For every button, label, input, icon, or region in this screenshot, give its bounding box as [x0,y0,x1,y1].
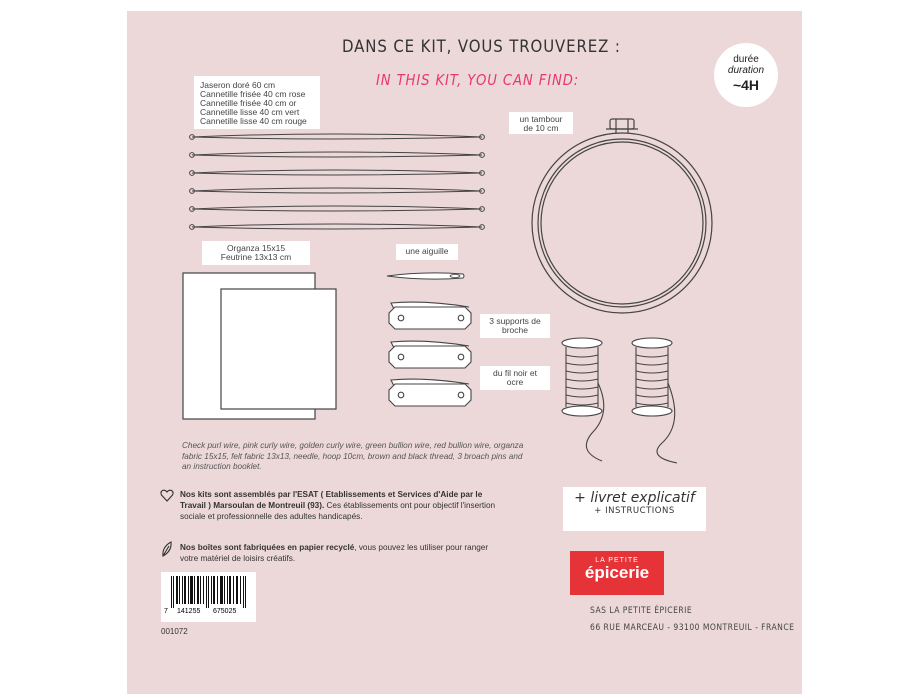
livret-line1: + livret explicatif [574,490,695,506]
fabric-line: Feutrine 13x13 cm [220,252,292,262]
boxes-info [180,542,500,564]
duration-badge [714,43,778,107]
esat-info-rest: Ces établissements ont pour objectif l'insertion sociale et professionnelle des adultes handicapés. [180,501,496,521]
barcode [161,572,256,622]
wire-line: Jaseron doré 60 cm [200,80,276,90]
fabric-line: Organza 15x15 [226,243,286,253]
thread-spools-illustration [552,333,692,468]
wire-line: Cannetille lisse 40 cm vert [200,107,300,117]
company-address: 66 RUE MARCEAU - 93100 MONTREUIL - FRANCE [590,623,795,633]
brand-logo [570,551,664,595]
brooch-illustration [385,301,480,411]
needle-label: une aiguille [396,244,458,260]
product-code: 001072 [161,627,188,636]
brand-main: épicerie [584,563,650,582]
barcode-bars [167,576,251,608]
kit-description: Check purl wire, pink curly wire, golden curly wire, green bullion wire, red bullion wire, organza fabric 15x15, felt fabric 13x13, needle, hoop 10cm, brown and black thread, 3 broach pins and an instruction booklet. [182,441,524,471]
instructions-badge [563,487,706,531]
title-english: IN THIS KIT, YOU CAN FIND: [376,71,580,89]
kit-back-panel [127,11,802,694]
wires-illustration [182,129,492,239]
wire-line: Cannetille lisse 40 cm rouge [200,116,307,126]
duration-label-en: duration [727,65,765,76]
livret-line2: + INSTRUCTIONS [594,506,675,516]
heart-icon [160,489,174,502]
fabric-label [202,241,310,265]
leaf-icon [161,541,173,557]
boxes-info-bold: Nos boîtes sont fabriquées en papier recyclé [180,543,355,552]
duration-value: ~4H [732,77,760,93]
wires-label [194,76,320,129]
title-french: DANS CE KIT, VOUS TROUVEREZ : [342,37,621,57]
barcode-digits-right: 675025 [213,608,237,615]
brooch-label: 3 supports de broche [480,314,550,338]
duration-label-fr: durée [733,54,759,65]
wire-line: Cannetille frisée 40 cm or [200,98,297,108]
needle-illustration [385,266,467,286]
barcode-digit-prefix: 7 [164,608,168,615]
wire-line: Cannetille frisée 40 cm rose [200,89,306,99]
barcode-digits-left: 141255 [177,608,201,615]
fabric-illustration [179,269,344,429]
esat-info [180,489,500,522]
esat-info-bold: Nos kits sont assemblés par l'ESAT ( Etablissements et Services d'Aide par le Travail ) Marsoulan de Montreuil (93). [180,490,483,510]
thread-label: du fil noir et ocre [480,366,550,390]
company-name: SAS LA PETITE ÉPICERIE [590,606,693,616]
hoop-illustration [512,111,732,316]
boxes-info-rest: , vous pouvez les utiliser pour ranger votre matériel de loisirs créatifs. [180,543,489,563]
hoop-label: un tambour de 10 cm [509,112,573,134]
brand-small: LA PETITE [595,557,639,564]
